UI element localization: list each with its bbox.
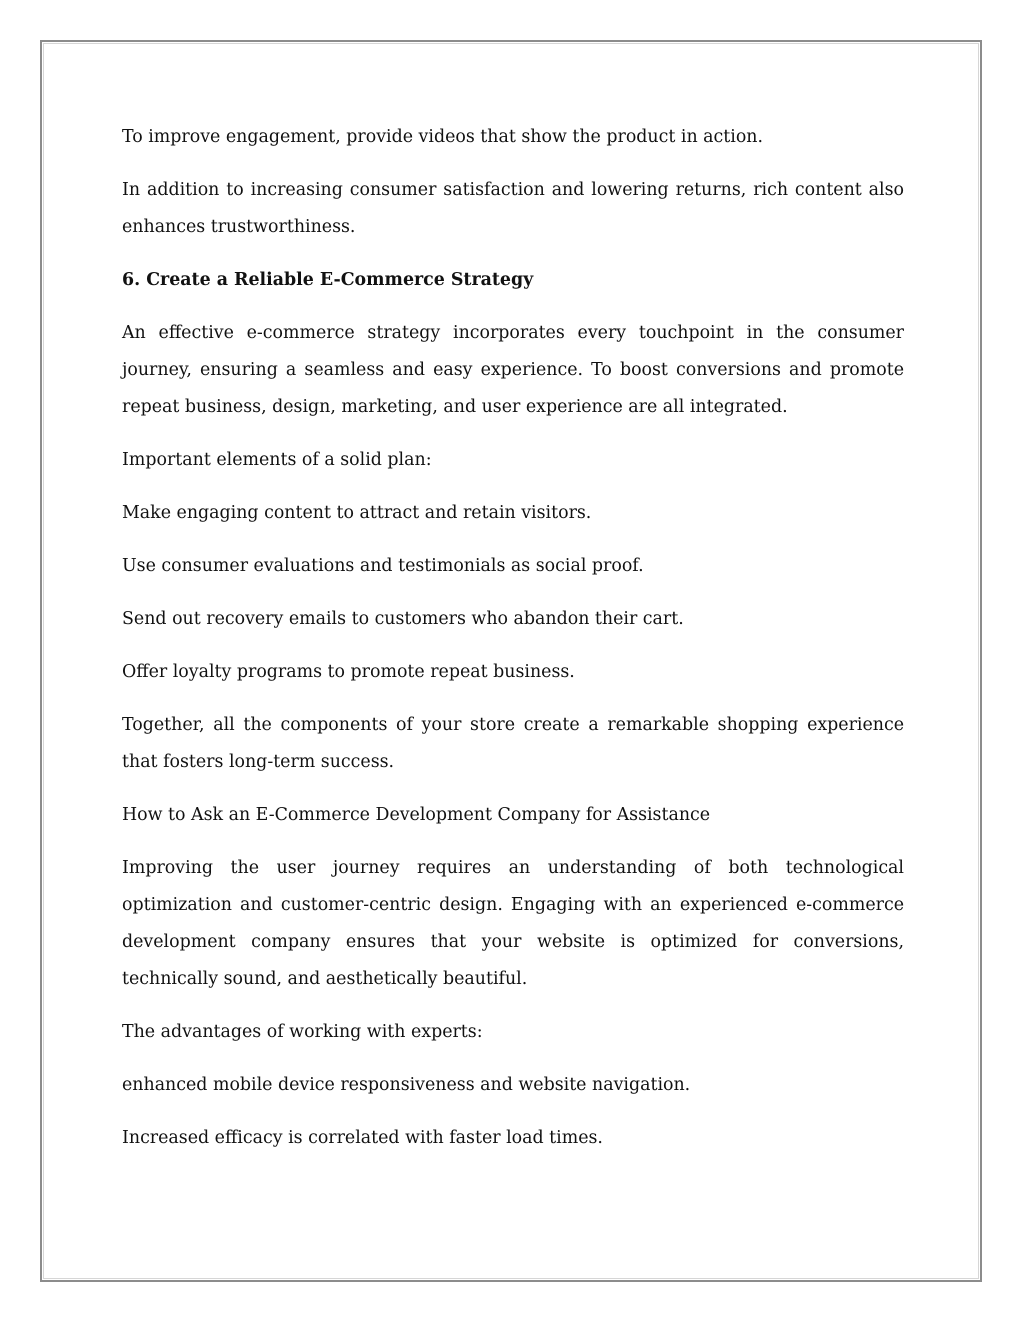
paragraph-plan-elements: Important elements of a solid plan:: [122, 450, 432, 470]
paragraph-together: Together, all the components of your store create a remarkable shopping experience that fosters long-term success.: [122, 715, 904, 772]
section-heading-strategy: 6. Create a Reliable E-Commerce Strategy: [122, 270, 534, 290]
paragraph-video-engagement: To improve engagement, provide videos that show the product in action.: [122, 127, 764, 147]
list-item-mobile-responsiveness: enhanced mobile device responsiveness and website navigation.: [122, 1075, 691, 1095]
subheading-ask-company: How to Ask an E-Commerce Development Company for Assistance: [122, 805, 711, 825]
list-item-social-proof: Use consumer evaluations and testimonials as social proof.: [122, 556, 644, 576]
document-body: [122, 119, 904, 1173]
list-item-recovery-emails: Send out recovery emails to customers who abandon their cart.: [122, 609, 684, 629]
page-frame: [40, 40, 982, 1282]
paragraph-rich-content: In addition to increasing consumer satisfaction and lowering returns, rich content also enhances trustworthiness.: [122, 180, 904, 237]
paragraph-user-journey: Improving the user journey requires an understanding of both technological optimization and customer-centric design. Engaging with an experienced e-commerce development company ensures that your website is optimized for conversions, technically sound, and aesthetically beautiful.: [122, 858, 904, 989]
list-item-loyalty-programs: Offer loyalty programs to promote repeat business.: [122, 662, 575, 682]
paragraph-advantages: The advantages of working with experts:: [122, 1022, 483, 1042]
list-item-load-times: Increased efficacy is correlated with faster load times.: [122, 1128, 603, 1148]
paragraph-strategy-intro: An effective e-commerce strategy incorporates every touchpoint in the consumer journey, ensuring a seamless and easy experience. To boost conversions and promote repeat business, design, marketing, and user experience are all integrated.: [122, 323, 904, 417]
list-item-engaging-content: Make engaging content to attract and retain visitors.: [122, 503, 592, 523]
